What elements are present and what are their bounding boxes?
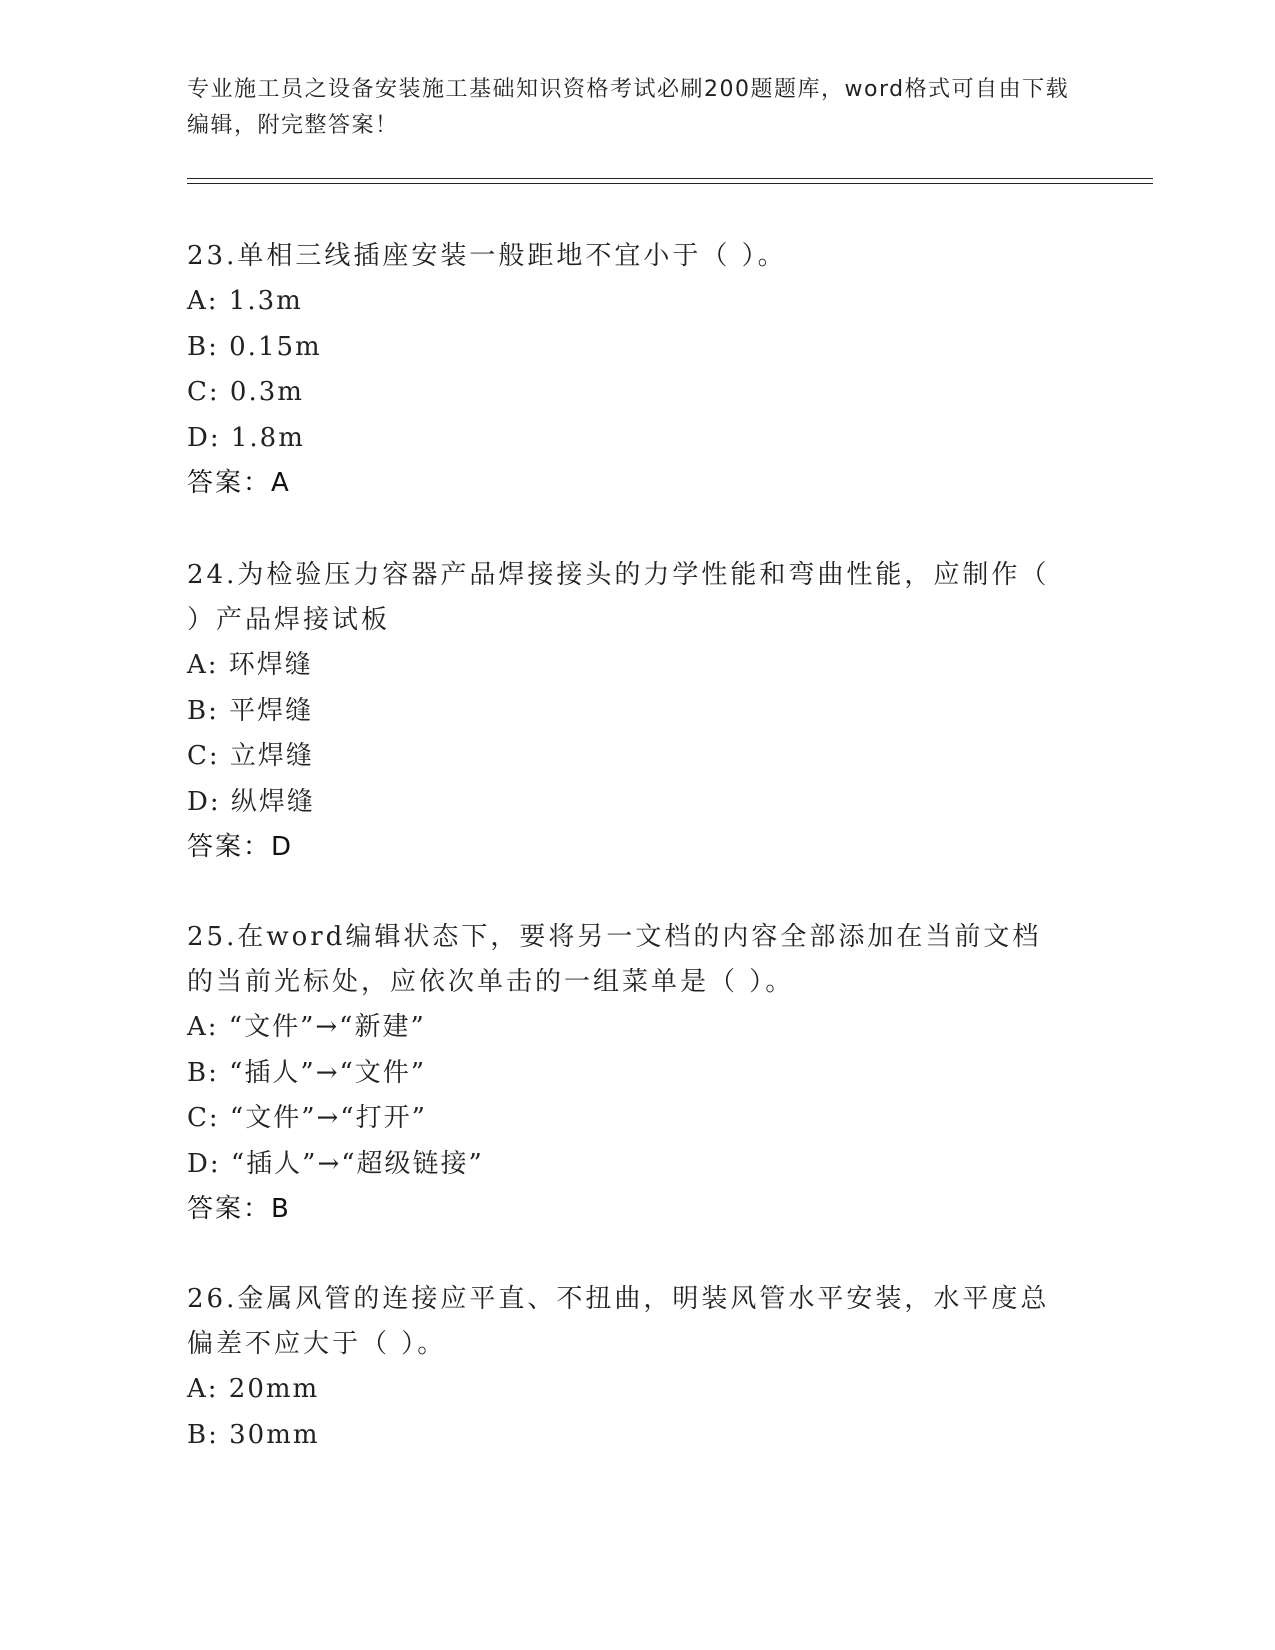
option-b: B: 平焊缝	[187, 695, 314, 726]
answer: 答案：B	[187, 1194, 291, 1224]
option-a: A: 1.3m	[187, 286, 303, 316]
option-d: D: “插人”→“超级链接”	[187, 1148, 484, 1179]
option-a: A: 20mm	[187, 1374, 320, 1404]
option-c: C: “文件”→“打开”	[187, 1103, 427, 1133]
option-b: B: 0.15m	[187, 331, 322, 362]
option-d: D: 1.8m	[187, 422, 305, 453]
question-25	[187, 915, 1067, 1232]
question-text: 25.在word编辑状态下，要将另一文档的内容全部添加在当前文档的当前光标处，应依次单击的一组菜单是（ ）。	[187, 922, 1042, 997]
option-b: B: “插人”→“文件”	[187, 1057, 427, 1088]
option-c: C: 0.3m	[187, 377, 304, 407]
question-23	[187, 234, 1067, 506]
document-header: 专业施工员之设备安装施工基础知识资格考试必刷200题题库，word格式可自由下载编辑，附完整答案！	[187, 77, 1070, 138]
answer: 答案：D	[187, 832, 294, 862]
question-24	[187, 553, 1067, 870]
question-text: 24.为检验压力容器产品焊接接头的力学性能和弯曲性能，应制作（ ）产品焊接试板	[187, 560, 1050, 635]
answer: 答案：A	[187, 468, 291, 498]
option-a: A: “文件”→“新建”	[187, 1012, 426, 1042]
header-divider-bottom	[187, 183, 1153, 184]
question-26	[187, 1277, 1067, 1458]
option-a: A: 环焊缝	[187, 650, 313, 680]
option-d: D: 纵焊缝	[187, 786, 315, 817]
question-text: 23.单相三线插座安装一般距地不宜小于（ ）。	[187, 241, 787, 271]
header-divider-top	[187, 178, 1153, 179]
option-c: C: 立焊缝	[187, 741, 314, 771]
question-text: 26.金属风管的连接应平直、不扭曲，明装风管水平安装，水平度总偏差不应大于（ ）。	[187, 1284, 1050, 1359]
option-b: B: 30mm	[187, 1419, 320, 1450]
